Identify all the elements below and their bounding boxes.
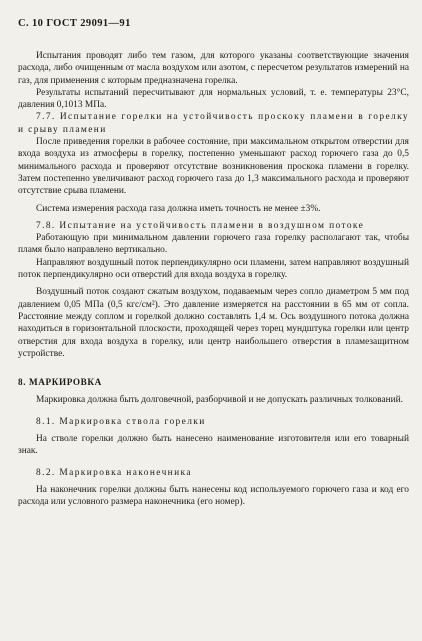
document-body: [18, 50, 409, 509]
paragraph: Воздушный поток создают сжатым воздухом, подаваемым через сопло диаметром 5 мм под давлением 0,05 МПа (0,5 кгс/см²). Это давление измеряется на расстоянии в 65 мм от сопла. Расстояние между соплом и горелкой должно составлять 1,4 м. Ось воздушного потока должна находиться в горизонтальной плоскости, проходящей через торец мундштука горелки или центр отверстия для входа воздуха в горелку, или центр наибольшего отверстия в пламезащитном устройстве.: [18, 287, 409, 359]
paragraph: Маркировка должна быть долговечной, разборчивой и не допускать различных толкований.: [36, 395, 404, 406]
chapter-title: 8. МАРКИРОВКА: [18, 377, 102, 388]
section-heading: 8.2. Маркировка наконечника: [36, 467, 192, 478]
section-heading: 7.8. Испытание на устойчивость пламени в воздушном потоке: [36, 220, 365, 231]
paragraph: Система измерения расхода газа должна иметь точность не менее ±3%.: [36, 203, 321, 214]
paragraph: Испытания проводят либо тем газом, для которого указаны соответствующие значения расхода, либо очищенным от масла воздухом или азотом, с пересчетом результатов измерений на газ, для применения с которым предназначена горелка.: [18, 51, 409, 86]
section-heading: 8.1. Маркировка ствола горелки: [36, 416, 206, 427]
section-heading: 7.7. Испытание горелки на устойчивость проскоку пламени в горелку и срыву пламени: [18, 112, 409, 135]
page-header: С. 10 ГОСТ 29091—91: [18, 18, 131, 29]
paragraph: Работающую при минимальном давлении горючего газа горелку располагают так, чтобы пламя было направлено вертикально.: [18, 233, 409, 256]
paragraph: Результаты испытаний пересчитывают для нормальных условий, т. е. температуры 23°С, давления 0,1013 МПа.: [18, 87, 409, 111]
paragraph: На стволе горелки должно быть нанесено наименование изготовителя или его товарный знак.: [18, 434, 409, 457]
paragraph: На наконечник горелки должны быть нанесены код используемого горючего газа и код его расхода или условного размера наконечника (его номер).: [18, 484, 409, 508]
paragraph: После приведения горелки в рабочее состояние, при максимальном открытом отверстии для входа воздуха из атмосферы в горелку, постепенно уменьшают расход горючего газа до 0,5 минимального расхода и проверяют отсутствие возникновения проскока пламени в горелку. Затем постепенно увеличивают расход горючего газа до 1,3 максимального расхода и проверяют отсутствие срыва пламени.: [18, 137, 409, 197]
paragraph: Направляют воздушный поток перпендикулярно оси пламени, затем направляют воздушный поток перпендикулярно оси отверстий для входа воздуха в горелку.: [18, 257, 409, 281]
